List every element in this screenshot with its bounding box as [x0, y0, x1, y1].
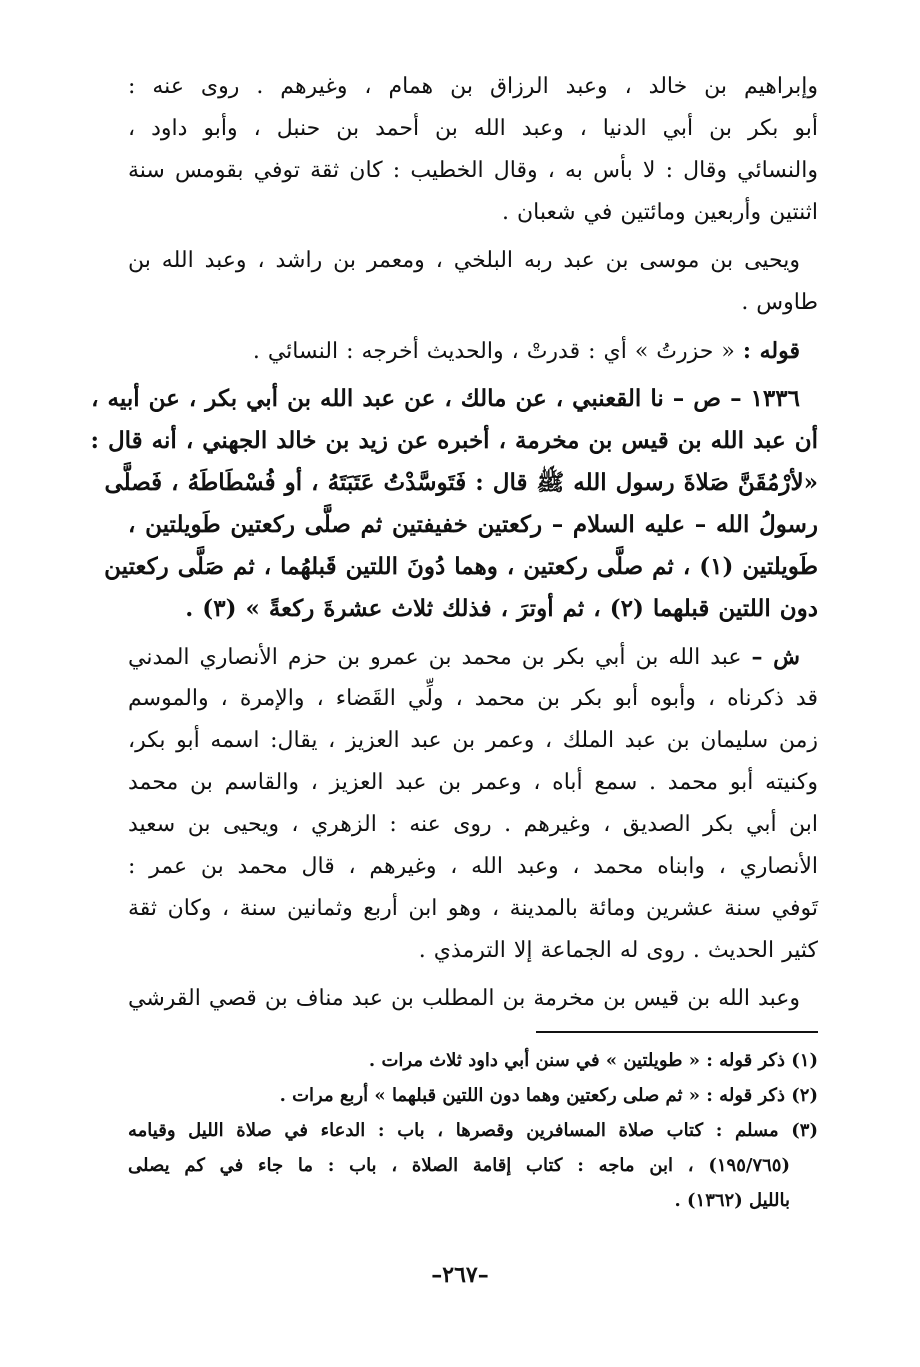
text-line: طاوس .	[741, 290, 818, 315]
text-line: تَوفي سنة عشرين ومائة بالمدينة ، وهو ابن أربع وثمانين سنة ، وكان ثقة	[128, 896, 818, 921]
text-line: ويحيى بن موسى بن عبد ربه البلخي ، ومعمر بن راشد ، وعبد الله بن	[128, 248, 800, 273]
text-line: والنسائي وقال : لا بأس به ، وقال الخطيب : كان ثقة توفي بقومس سنة	[128, 158, 818, 183]
text-line: كثير الحديث . روى له الجماعة إلا الترمذي .	[418, 938, 818, 963]
hadith-line: ١٣٣٦ – ص – نا القعنبي ، عن مالك ، عن عبد الله بن أبي بكر ، عن أبيه ،	[91, 385, 800, 412]
text-line: وإبراهيم بن خالد ، وعبد الرزاق بن همام ، وغيرهم . روى عنه :	[128, 74, 818, 99]
text-line: زمن سليمان بن عبد الملك ، وعمر بن عبد العزيز ، يقال: اسمه أبو بكر،	[128, 728, 818, 753]
footnotes	[128, 1043, 818, 1218]
text-line: وعبد الله بن قيس بن مخرمة بن المطلب بن عبد مناف بن قصي القرشي	[128, 986, 800, 1011]
footnote-1: (١) ذكر قوله : « طويلتين » في سنن أبي داود ثلاث مرات .	[368, 1050, 818, 1071]
hadith-line: أن عبد الله بن قيس بن مخرمة ، أخبره عن زيد بن خالد الجهني ، أنه قال :	[90, 427, 818, 454]
paragraph-commentary	[128, 636, 818, 972]
page-number: –٢٦٧–	[431, 1262, 489, 1288]
commentary-first: عبد الله بن أبي بكر بن محمد بن عمرو بن حزم الأنصاري المدني	[128, 645, 742, 670]
paragraph-abdullah-ibn-qays	[128, 978, 818, 1020]
hadith-text	[90, 378, 818, 630]
hadith-line: دون اللتين قبلهما (٢) ، ثم أوترَ ، فذلك ثلاث عشرةَ ركعةً » (٣) .	[185, 595, 818, 622]
paragraph-narrators	[128, 66, 818, 234]
footnote-2: (٢) ذكر قوله : « ثم صلى ركعتين وهما دون اللتين قبلهما » أربع مرات .	[279, 1085, 818, 1106]
qawluhu-text: « حزرتُ » أي : قدرتْ ، والحديث أخرجه : النسائي .	[252, 339, 735, 364]
footnote-3: (٣) مسلم : كتاب صلاة المسافرين وقصرها ، باب : الدعاء في صلاة الليل وقيامه	[128, 1120, 818, 1141]
hadith-line: رسولُ الله – عليه السلام – ركعتين خفيفتين ثم صلَّى ركعتين طَويلتين ،	[128, 511, 818, 538]
paragraph-yahya	[128, 240, 818, 324]
text-line: وكنيته أبو محمد . سمع أباه ، وعمر بن عبد العزيز ، والقاسم بن محمد	[128, 770, 818, 795]
text-line	[128, 636, 818, 678]
footnote-3-cont: (١٩٥/٧٦٥) ، ابن ماجه : كتاب إقامة الصلاة ، باب : ما جاء في كم يصلى	[128, 1155, 790, 1176]
hadith-line: «لأرْمُقَنَّ صَلاةَ رسول الله ﷺ قال : فَتَوسَّدْتُ عَتَبَتَهُ ، أو فُسْطَاطَهُ ، فَصلَّى	[104, 469, 818, 496]
text-line: ابن أبي بكر الصديق ، وغيرهم . روى عنه : الزهري ، ويحيى بن سعيد	[128, 812, 818, 837]
paragraph-qawluhu	[128, 330, 818, 372]
hadith-line: طَويلتين (١) ، ثم صلَّى ركعتين ، وهما دُونَ اللتين قَبلهُما ، ثم صَلَّى ركعتين	[104, 553, 818, 580]
qawluhu-label: قوله :	[742, 338, 800, 364]
footnote-divider	[536, 1031, 818, 1033]
text-line: الأنصاري ، وابناه محمد ، وعبد الله ، وغيرهم ، قال محمد بن عمر :	[128, 854, 818, 879]
main-text	[90, 66, 818, 1026]
text-line: اثنتين وأربعين ومائتين في شعبان .	[502, 200, 818, 225]
text-line: أبو بكر بن أبي الدنيا ، وعبد الله بن أحمد بن حنبل ، وأبو داود ،	[128, 116, 818, 141]
commentary-label: ش –	[751, 644, 801, 670]
text-line: قد ذكرناه ، وأبوه أبو بكر بن محمد ، ولِّي القَضاء ، والإمرة ، والموسم	[128, 686, 818, 711]
text-line	[128, 330, 818, 372]
footnote-3-cont: بالليل (١٣٦٢) .	[674, 1190, 790, 1211]
